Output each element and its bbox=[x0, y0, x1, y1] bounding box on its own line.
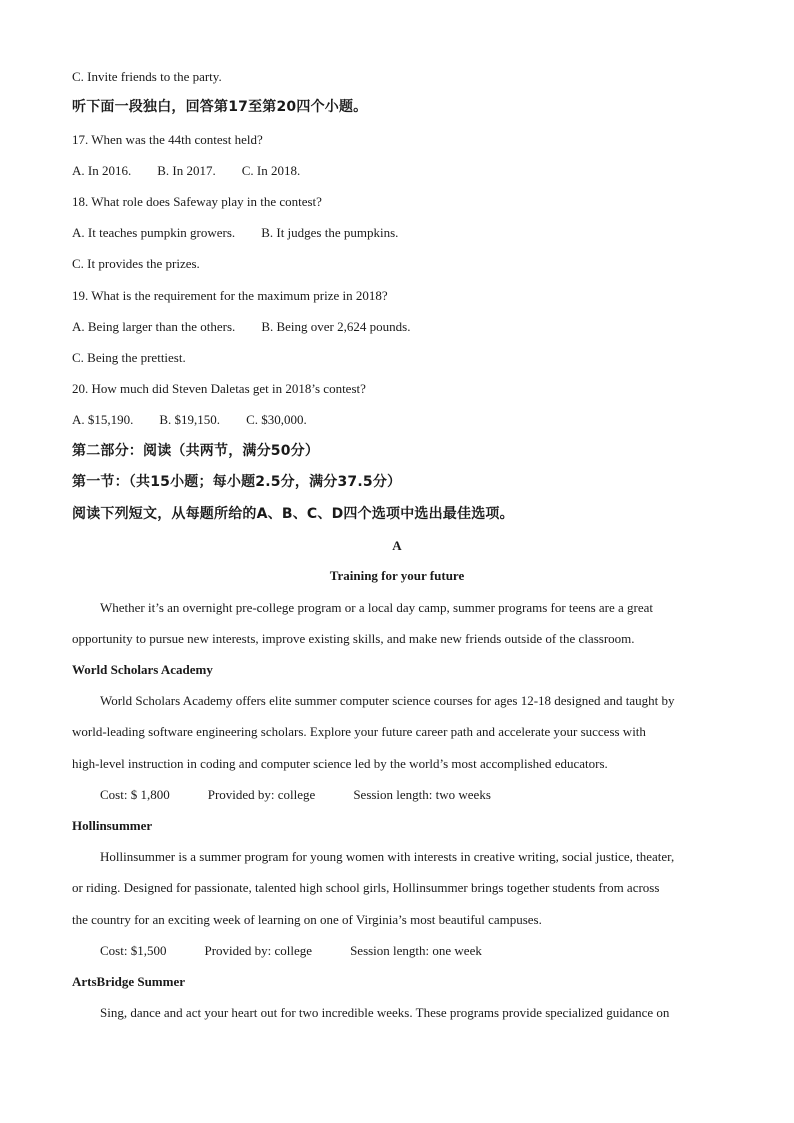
program-line: or riding. Designed for passionate, talented high school girls, Hollinsummer brings together students from across bbox=[72, 880, 660, 895]
q17-option-a: A. In 2016. bbox=[72, 163, 132, 178]
program-cost: Cost: $ 1,800 bbox=[100, 787, 170, 802]
program-line: World Scholars Academy offers elite summer computer science courses for ages 12-18 designed and taught by bbox=[100, 693, 675, 708]
q17-option-b: B. In 2017. bbox=[157, 163, 216, 178]
q20-options bbox=[72, 412, 307, 428]
program-session: Session length: one week bbox=[350, 943, 482, 958]
q20-option-b: B. $19,150. bbox=[159, 412, 221, 427]
program-cost: Cost: $1,500 bbox=[100, 943, 167, 958]
monologue-instruction: 听下面一段独白，回答第17至第20四个小题。 bbox=[72, 99, 368, 115]
intro-line-2: opportunity to pursue new interests, improve existing skills, and make new friends outside of the classroom. bbox=[72, 631, 635, 646]
program-name-hollinsummer: Hollinsummer bbox=[72, 818, 153, 833]
intro-line-1: Whether it’s an overnight pre-college program or a local day camp, summer programs for teens are a great bbox=[100, 600, 653, 615]
q19-option-c: C. Being the prettiest. bbox=[72, 350, 186, 365]
program-line: Sing, dance and act your heart out for two incredible weeks. These programs provide specialized guidance on bbox=[100, 1005, 670, 1020]
reading-instruction: 阅读下列短文，从每题所给的A、B、C、D四个选项中选出最佳选项。 bbox=[72, 506, 514, 522]
q18-option-a: A. It teaches pumpkin growers. bbox=[72, 225, 236, 240]
program-name-artsbridge: ArtsBridge Summer bbox=[72, 974, 186, 989]
q18-stem: 18. What role does Safeway play in the contest? bbox=[72, 194, 322, 209]
section-one-heading: 第一节：（共15小题；每小题2.5分，满分37.5分） bbox=[72, 474, 402, 490]
program-line: the country for an exciting week of learning on one of Virginia’s most beautiful campuses. bbox=[72, 912, 542, 927]
program-session: Session length: two weeks bbox=[353, 787, 491, 802]
program-provider: Provided by: college bbox=[207, 787, 316, 802]
q20-option-a: A. $15,190. bbox=[72, 412, 134, 427]
q20-stem: 20. How much did Steven Daletas get in 2018’s contest? bbox=[72, 381, 366, 396]
q17-stem: 17. When was the 44th contest held? bbox=[72, 132, 263, 147]
part-two-heading: 第二部分：阅读（共两节，满分50分） bbox=[72, 443, 320, 459]
q16-option-c: C. Invite friends to the party. bbox=[72, 69, 222, 84]
q17-option-c: C. In 2018. bbox=[241, 163, 301, 178]
passage-letter: A bbox=[392, 538, 402, 553]
program-line: world-leading software engineering scholars. Explore your future career path and accelerate your success with bbox=[72, 724, 646, 739]
program-provider: Provided by: college bbox=[204, 943, 313, 958]
q18-option-c: C. It provides the prizes. bbox=[72, 256, 200, 271]
q19-option-b: B. Being over 2,624 pounds. bbox=[261, 319, 411, 334]
program-details bbox=[100, 943, 482, 959]
q19-option-a: A. Being larger than the others. bbox=[72, 319, 236, 334]
program-name-world-scholars: World Scholars Academy bbox=[72, 662, 213, 677]
q19-stem: 19. What is the requirement for the maximum prize in 2018? bbox=[72, 288, 388, 303]
program-line: high-level instruction in coding and computer science led by the world’s most accomplished educators. bbox=[72, 756, 608, 771]
q19-options bbox=[72, 319, 410, 335]
q20-option-c: C. $30,000. bbox=[246, 412, 307, 427]
program-details bbox=[100, 787, 491, 803]
q18-options bbox=[72, 225, 398, 241]
q18-option-b: B. It judges the pumpkins. bbox=[261, 225, 399, 240]
program-line: Hollinsummer is a summer program for young women with interests in creative writing, social justice, theater, bbox=[100, 849, 675, 864]
passage-title: Training for your future bbox=[329, 568, 465, 583]
q17-options bbox=[72, 163, 300, 179]
